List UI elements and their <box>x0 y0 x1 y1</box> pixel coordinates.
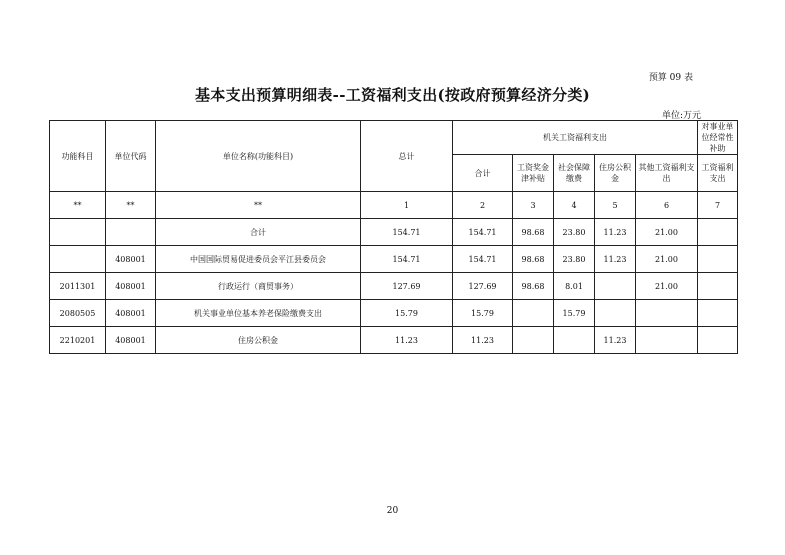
header-sub-bonus: 工资奖金津补贴 <box>513 155 554 192</box>
cell-social: 23.80 <box>554 219 595 246</box>
cell-name: 机关事业单位基本养老保险缴费支出 <box>156 300 361 327</box>
cell-subsidy <box>698 219 738 246</box>
cell-housing <box>595 273 636 300</box>
cell-code: 408001 <box>106 300 156 327</box>
cell-other <box>636 327 698 354</box>
cell-housing: 11.23 <box>595 219 636 246</box>
budget-table <box>49 120 738 354</box>
cell-sum: 154.71 <box>453 219 513 246</box>
cell-subsidy <box>698 300 738 327</box>
header-unit-name: 单位名称(功能科目) <box>156 121 361 192</box>
header-group-subsidy: 对事业单位经常性补助 <box>698 121 738 155</box>
header-sub-social: 社会保障缴费 <box>554 155 595 192</box>
page-title: 基本支出预算明细表--工资福利支出(按政府预算经济分类) <box>194 86 591 104</box>
table-row <box>50 273 738 300</box>
cell-total: 154.71 <box>361 219 453 246</box>
cell-sum: 15.79 <box>453 300 513 327</box>
header-sub-housing: 住房公积金 <box>595 155 636 192</box>
index-cell: 7 <box>698 192 738 219</box>
header-unit-code: 单位代码 <box>106 121 156 192</box>
index-cell: 6 <box>636 192 698 219</box>
cell-other <box>636 300 698 327</box>
cell-subsidy <box>698 327 738 354</box>
cell-func <box>50 219 106 246</box>
cell-other: 21.00 <box>636 219 698 246</box>
cell-code: 408001 <box>106 327 156 354</box>
cell-sum: 127.69 <box>453 273 513 300</box>
index-cell: ** <box>106 192 156 219</box>
index-cell: 5 <box>595 192 636 219</box>
header-group-welfare: 机关工资福利支出 <box>453 121 698 155</box>
cell-func <box>50 246 106 273</box>
page-number: 20 <box>386 506 399 516</box>
cell-bonus: 98.68 <box>513 219 554 246</box>
cell-social: 15.79 <box>554 300 595 327</box>
header-total: 总计 <box>361 121 453 192</box>
cell-code <box>106 219 156 246</box>
table-code: 预算 09 表 <box>648 73 693 83</box>
index-cell: ** <box>156 192 361 219</box>
cell-total: 127.69 <box>361 273 453 300</box>
index-cell: 1 <box>361 192 453 219</box>
cell-func: 2011301 <box>50 273 106 300</box>
table-row <box>50 219 738 246</box>
cell-other: 21.00 <box>636 246 698 273</box>
index-cell: 2 <box>453 192 513 219</box>
cell-social: 8.01 <box>554 273 595 300</box>
cell-subsidy <box>698 273 738 300</box>
table-row <box>50 246 738 273</box>
cell-code: 408001 <box>106 246 156 273</box>
unit-label: 单位:万元 <box>661 111 701 121</box>
cell-housing: 11.23 <box>595 327 636 354</box>
cell-housing <box>595 300 636 327</box>
index-cell: 3 <box>513 192 554 219</box>
cell-bonus: 98.68 <box>513 246 554 273</box>
index-row <box>50 192 738 219</box>
cell-func: 2210201 <box>50 327 106 354</box>
table-row <box>50 300 738 327</box>
cell-name: 合计 <box>156 219 361 246</box>
cell-code: 408001 <box>106 273 156 300</box>
cell-total: 154.71 <box>361 246 453 273</box>
header-row-1 <box>50 121 738 155</box>
header-sub-subsidy-welfare: 工资福利支出 <box>698 155 738 192</box>
cell-total: 15.79 <box>361 300 453 327</box>
index-cell: ** <box>50 192 106 219</box>
cell-social <box>554 327 595 354</box>
cell-subsidy <box>698 246 738 273</box>
cell-other: 21.00 <box>636 273 698 300</box>
cell-total: 11.23 <box>361 327 453 354</box>
cell-social: 23.80 <box>554 246 595 273</box>
cell-sum: 11.23 <box>453 327 513 354</box>
cell-sum: 154.71 <box>453 246 513 273</box>
cell-name: 住房公积金 <box>156 327 361 354</box>
cell-housing: 11.23 <box>595 246 636 273</box>
index-cell: 4 <box>554 192 595 219</box>
cell-bonus: 98.68 <box>513 273 554 300</box>
cell-name: 行政运行（商贸事务） <box>156 273 361 300</box>
cell-name: 中国国际贸易促进委员会平江县委员会 <box>156 246 361 273</box>
header-sub-other: 其他工资福利支出 <box>636 155 698 192</box>
header-sub-total: 合计 <box>453 155 513 192</box>
header-func-subject: 功能科目 <box>50 121 106 192</box>
cell-bonus <box>513 327 554 354</box>
table-row <box>50 327 738 354</box>
cell-func: 2080505 <box>50 300 106 327</box>
cell-bonus <box>513 300 554 327</box>
